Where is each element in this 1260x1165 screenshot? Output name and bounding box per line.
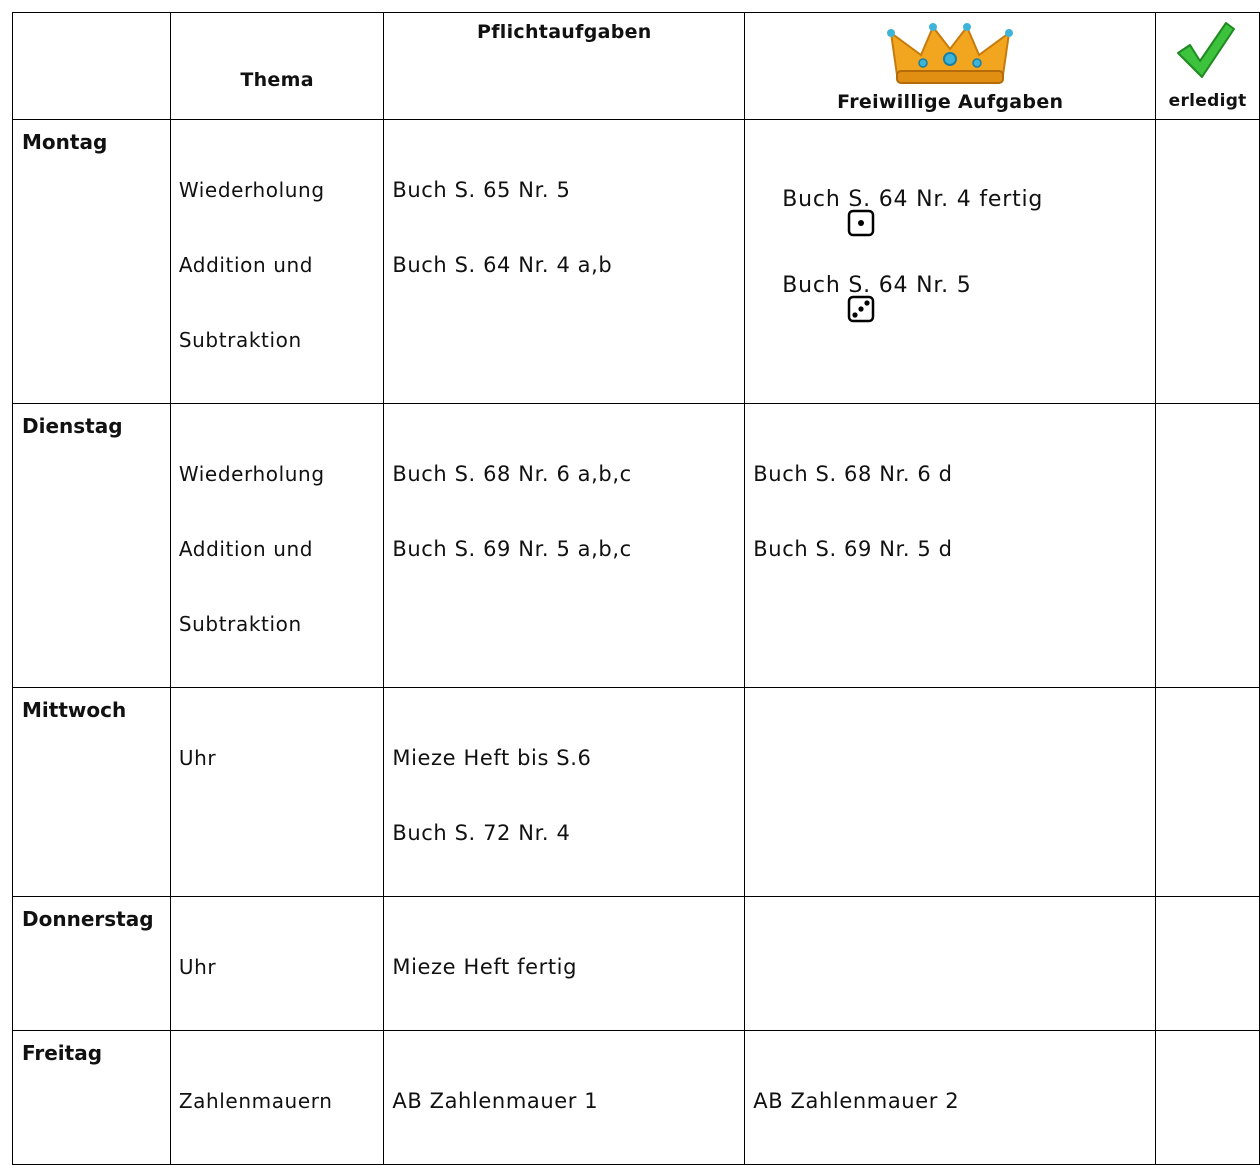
row-dienstag: [13, 404, 1260, 688]
thema-line: Uhr: [178, 955, 217, 979]
erledigt-cell[interactable]: [1156, 897, 1260, 1031]
pflicht-task: Mieze Heft fertig: [392, 955, 578, 979]
freiwillig-task: Buch S. 69 Nr. 5 d: [753, 537, 953, 561]
die-three-icon: [753, 270, 781, 298]
thema-cell: [170, 1031, 384, 1165]
pflicht-cell: [384, 120, 745, 404]
thema-cell: [170, 897, 384, 1031]
freiwillig-cell: [745, 897, 1156, 1031]
pflicht-cell: [384, 404, 745, 688]
day-cell: [13, 897, 171, 1031]
day-cell: [13, 404, 171, 688]
pflicht-task: Buch S. 65 Nr. 5: [392, 178, 571, 202]
header-day-cell: [13, 13, 171, 120]
day-label: Mittwoch: [22, 698, 127, 722]
header-row: [13, 13, 1260, 120]
thema-line: Addition und: [178, 537, 314, 561]
freiwillig-cell: [745, 688, 1156, 897]
pflicht-cell: [384, 688, 745, 897]
header-freiwillig: [745, 13, 1156, 120]
crown-icon: [883, 19, 1017, 91]
day-label: Donnerstag: [22, 907, 154, 931]
thema-cell: [170, 120, 384, 404]
header-freiwillig-label: Freiwillige Aufgaben: [837, 91, 1064, 113]
weekly-plan-table: [12, 12, 1260, 1165]
day-cell: [13, 688, 171, 897]
freiwillig-task-text: Buch S. 64 Nr. 4 fertig: [782, 187, 1044, 212]
freiwillig-cell: [745, 404, 1156, 688]
erledigt-cell[interactable]: [1156, 404, 1260, 688]
pflicht-task: AB Zahlenmauer 1: [392, 1089, 599, 1113]
thema-cell: [170, 404, 384, 688]
freiwillig-task: [753, 270, 1155, 298]
pflicht-task: Buch S. 69 Nr. 5 a,b,c: [392, 537, 632, 561]
row-donnerstag: [13, 897, 1260, 1031]
pflicht-cell: [384, 897, 745, 1031]
day-label: Freitag: [22, 1041, 103, 1065]
header-erledigt: [1156, 13, 1260, 120]
pflicht-task: Buch S. 64 Nr. 4 a,b: [392, 253, 613, 277]
header-erledigt-label: erledigt: [1168, 91, 1247, 111]
thema-line: Wiederholung: [178, 178, 325, 202]
pflicht-cell: [384, 1031, 745, 1165]
thema-line: Subtraktion: [178, 612, 302, 636]
day-cell: [13, 120, 171, 404]
thema-line: Wiederholung: [178, 462, 325, 486]
thema-line: Addition und: [178, 253, 314, 277]
thema-line: Zahlenmauern: [178, 1089, 333, 1113]
header-pflicht-label: Pflichtaufgaben: [477, 21, 652, 43]
day-label: Dienstag: [22, 414, 123, 438]
day-cell: [13, 1031, 171, 1165]
die-one-icon: [753, 184, 781, 212]
pflicht-task: Mieze Heft bis S.6: [392, 746, 592, 770]
freiwillig-task: AB Zahlenmauer 2: [753, 1089, 960, 1113]
row-mittwoch: [13, 688, 1260, 897]
freiwillig-task-text: Buch S. 64 Nr. 5: [782, 273, 972, 298]
freiwillig-cell: [745, 1031, 1156, 1165]
thema-line: Uhr: [178, 746, 217, 770]
thema-line: Subtraktion: [178, 328, 302, 352]
row-freitag: [13, 1031, 1260, 1165]
freiwillig-task: [753, 184, 1155, 212]
row-montag: [13, 120, 1260, 404]
erledigt-cell[interactable]: [1156, 1031, 1260, 1165]
pflicht-task: Buch S. 72 Nr. 4: [392, 821, 571, 845]
weekly-plan: [12, 12, 1260, 1165]
header-thema: [170, 13, 384, 120]
freiwillig-task: Buch S. 68 Nr. 6 d: [753, 462, 953, 486]
header-thema-label: Thema: [240, 69, 314, 91]
thema-cell: [170, 688, 384, 897]
header-pflicht: [384, 13, 745, 120]
freiwillig-cell: [745, 120, 1156, 404]
checkmark-icon: [1174, 19, 1238, 85]
day-label: Montag: [22, 130, 108, 154]
pflicht-task: Buch S. 68 Nr. 6 a,b,c: [392, 462, 632, 486]
erledigt-cell[interactable]: [1156, 688, 1260, 897]
erledigt-cell[interactable]: [1156, 120, 1260, 404]
